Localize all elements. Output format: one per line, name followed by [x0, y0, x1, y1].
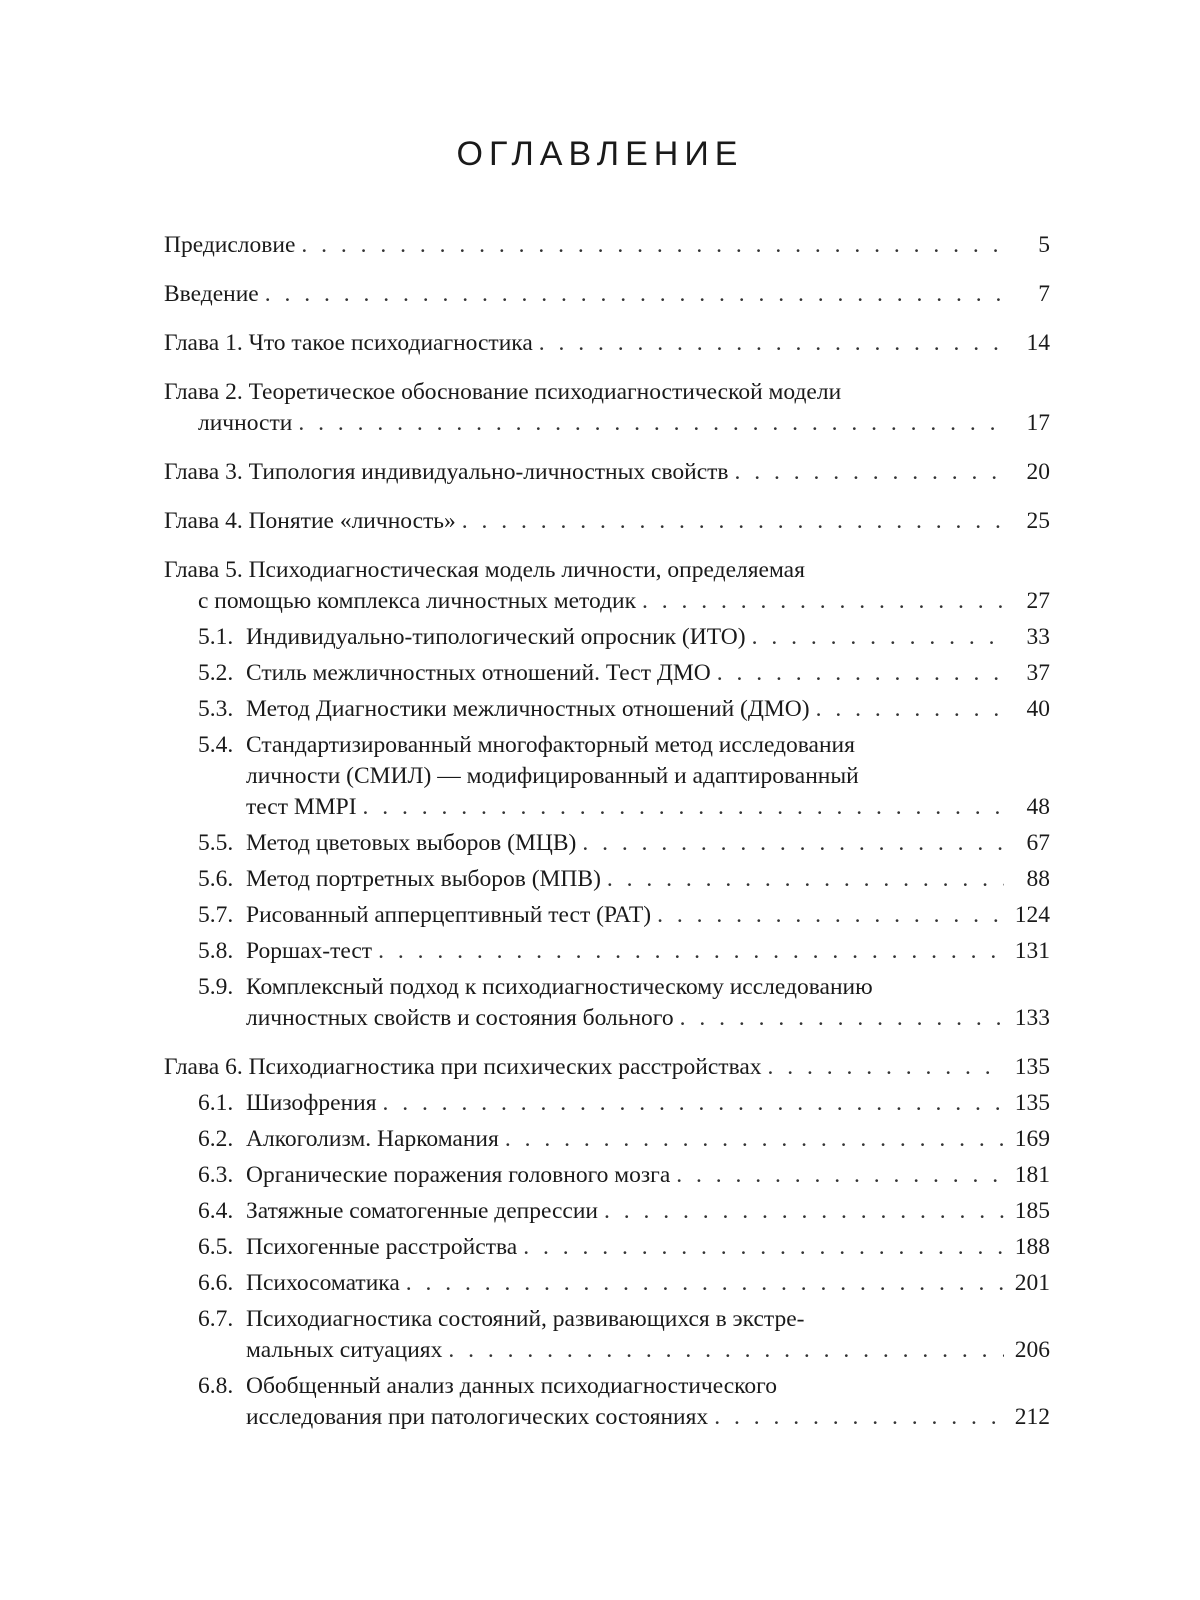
toc-section-entry [164, 864, 1050, 895]
toc-section-entry [164, 1124, 1050, 1155]
toc-entry-title: Психодиагностика состояний, развивающихся в экстре- [246, 1306, 805, 1332]
toc-entry-title: Предисловие [164, 232, 296, 258]
toc-dot-leader [448, 1335, 1004, 1366]
toc-chapter-entry [164, 328, 1050, 359]
toc-dot-leader [462, 506, 1004, 537]
toc-section-entry [164, 1232, 1050, 1263]
toc-section-number: 5.5. [198, 830, 234, 856]
toc-entry-title: исследования при патологических состояниях [246, 1404, 709, 1430]
toc-page-number: 88 [1026, 866, 1050, 892]
toc-entry-title: Стиль межличностных отношений. Тест ДМО [246, 660, 711, 686]
toc-page-number: 124 [1014, 902, 1050, 928]
toc-section-number: 6.7. [198, 1306, 234, 1332]
toc-entry-title: Стандартизированный многофакторный метод исследования [246, 732, 855, 758]
toc-section-number: 5.6. [198, 866, 234, 892]
toc-chapter-entry [164, 279, 1050, 310]
toc-page-number: 133 [1014, 1005, 1050, 1031]
toc-section-entry [164, 972, 1050, 1034]
toc-page-number: 14 [1026, 330, 1050, 356]
toc-entry-title: Психосоматика [246, 1270, 400, 1296]
toc-section-entry [164, 730, 1050, 823]
toc-section-number: 6.8. [198, 1373, 234, 1399]
toc-page-number: 40 [1026, 696, 1050, 722]
toc-section-entry [164, 622, 1050, 653]
toc-page-number: 7 [1038, 281, 1050, 307]
toc-entry-title: Обобщенный анализ данных психодиагностического [246, 1373, 777, 1399]
toc-dot-leader [539, 328, 1004, 359]
toc-dot-leader [378, 936, 1004, 967]
toc-page-number: 206 [1014, 1337, 1050, 1363]
toc-page-number: 67 [1026, 830, 1050, 856]
table-of-contents [164, 230, 1050, 1433]
toc-section-entry [164, 900, 1050, 931]
toc-dot-leader [523, 1232, 1004, 1263]
toc-entry-title: Метод Диагностики межличностных отношений (ДМО) [246, 696, 810, 722]
toc-section-number: 5.7. [198, 902, 234, 928]
toc-dot-leader [383, 1088, 1004, 1119]
toc-entry-title: Метод портретных выборов (МПВ) [246, 866, 601, 892]
toc-entry-title: тест MMPI [246, 794, 357, 820]
toc-entry-title: Шизофрения [246, 1090, 377, 1116]
toc-page-number: 37 [1026, 660, 1050, 686]
toc-entry-title: Метод цветовых выборов (МЦВ) [246, 830, 577, 856]
toc-entry-title: Затяжные соматогенные депрессии [246, 1198, 598, 1224]
toc-dot-leader [604, 1196, 1004, 1227]
toc-section-number: 5.8. [198, 938, 234, 964]
toc-section-number: 5.9. [198, 974, 234, 1000]
toc-page-number: 188 [1014, 1234, 1050, 1260]
toc-section-number: 5.1. [198, 624, 234, 650]
toc-entry-title: Глава 5. Психодиагностическая модель личности, определяемая [164, 557, 805, 583]
toc-dot-leader [717, 658, 1004, 689]
toc-entry-title: Органические поражения головного мозга [246, 1162, 671, 1188]
toc-dot-leader [768, 1052, 1004, 1083]
toc-section-number: 5.3. [198, 696, 234, 722]
toc-chapter-entry [164, 230, 1050, 261]
toc-section-entry [164, 1371, 1050, 1433]
toc-entry-title: Рисованный апперцептивный тест (РАТ) [246, 902, 652, 928]
toc-section-entry [164, 1088, 1050, 1119]
toc-dot-leader [298, 408, 1004, 439]
toc-section-entry [164, 1268, 1050, 1299]
toc-dot-leader [816, 694, 1004, 725]
toc-page-number: 33 [1026, 624, 1050, 650]
toc-dot-leader [680, 1003, 1004, 1034]
toc-entry-title: Глава 1. Что такое психодиагностика [164, 330, 533, 356]
toc-dot-leader [657, 900, 1004, 931]
toc-dot-leader [301, 230, 1004, 261]
toc-chapter-entry [164, 1052, 1050, 1083]
toc-section-number: 6.3. [198, 1162, 234, 1188]
toc-dot-leader [735, 457, 1004, 488]
toc-page-number: 212 [1014, 1404, 1050, 1430]
toc-dot-leader [265, 279, 1004, 310]
toc-dot-leader [363, 792, 1004, 823]
toc-section-entry [164, 658, 1050, 689]
toc-entry-title: Роршах-тест [246, 938, 373, 964]
toc-entry-title: личности [198, 410, 293, 436]
toc-page-number: 181 [1014, 1162, 1050, 1188]
toc-section-entry [164, 1160, 1050, 1191]
toc-entry-title: Психогенные расстройства [246, 1234, 518, 1260]
toc-entry-title: Глава 6. Психодиагностика при психических расстройствах [164, 1054, 762, 1080]
toc-section-entry [164, 1304, 1050, 1366]
toc-entry-title: Глава 3. Типология индивидуально-личностных свойств [164, 459, 729, 485]
toc-page-number: 48 [1026, 794, 1050, 820]
toc-section-entry [164, 828, 1050, 859]
toc-section-entry [164, 936, 1050, 967]
toc-entry-title: Глава 2. Теоретическое обоснование психодиагностической модели [164, 379, 842, 405]
toc-section-number: 6.6. [198, 1270, 234, 1296]
toc-entry-title: с помощью комплекса личностных методик [198, 588, 637, 614]
toc-entry-title: личностных свойств и состояния больного [246, 1005, 674, 1031]
toc-section-number: 6.4. [198, 1198, 234, 1224]
toc-page-number: 201 [1014, 1270, 1050, 1296]
toc-section-number: 6.5. [198, 1234, 234, 1260]
toc-page-number: 185 [1014, 1198, 1050, 1224]
toc-section-number: 6.2. [198, 1126, 234, 1152]
toc-page-number: 131 [1014, 938, 1050, 964]
toc-chapter-entry [164, 555, 1050, 617]
toc-page-number: 135 [1014, 1054, 1050, 1080]
toc-dot-leader [505, 1124, 1004, 1155]
toc-dot-leader [607, 864, 1004, 895]
toc-section-number: 5.2. [198, 660, 234, 686]
page-title: ОГЛАВЛЕНИЕ [456, 134, 744, 173]
toc-dot-leader [676, 1160, 1004, 1191]
toc-entry-title: Комплексный подход к психодиагностическому исследованию [246, 974, 873, 1000]
toc-page-number: 25 [1026, 508, 1050, 534]
toc-chapter-entry [164, 506, 1050, 537]
toc-dot-leader [582, 828, 1004, 859]
toc-entry-title: Введение [164, 281, 259, 307]
toc-chapter-entry [164, 377, 1050, 439]
toc-section-number: 6.1. [198, 1090, 234, 1116]
toc-page-number: 20 [1026, 459, 1050, 485]
toc-page-number: 135 [1014, 1090, 1050, 1116]
toc-dot-leader [752, 622, 1004, 653]
toc-dot-leader [406, 1268, 1004, 1299]
toc-page-number: 27 [1026, 588, 1050, 614]
toc-chapter-entry [164, 457, 1050, 488]
toc-section-entry [164, 1196, 1050, 1227]
toc-entry-title: Глава 4. Понятие «личность» [164, 508, 456, 534]
toc-page-number: 169 [1014, 1126, 1050, 1152]
toc-section-number: 5.4. [198, 732, 234, 758]
toc-entry-title: Алкоголизм. Наркомания [246, 1126, 499, 1152]
toc-page-number: 17 [1026, 410, 1050, 436]
toc-entry-title: Индивидуально-типологический опросник (ИТО) [246, 624, 746, 650]
toc-dot-leader [642, 586, 1004, 617]
toc-dot-leader [714, 1402, 1004, 1433]
toc-entry-title: мальных ситуациях [246, 1337, 443, 1363]
toc-page-number: 5 [1038, 232, 1050, 258]
toc-section-entry [164, 694, 1050, 725]
toc-entry-title: личности (СМИЛ) — модифицированный и адаптированный [246, 763, 859, 789]
